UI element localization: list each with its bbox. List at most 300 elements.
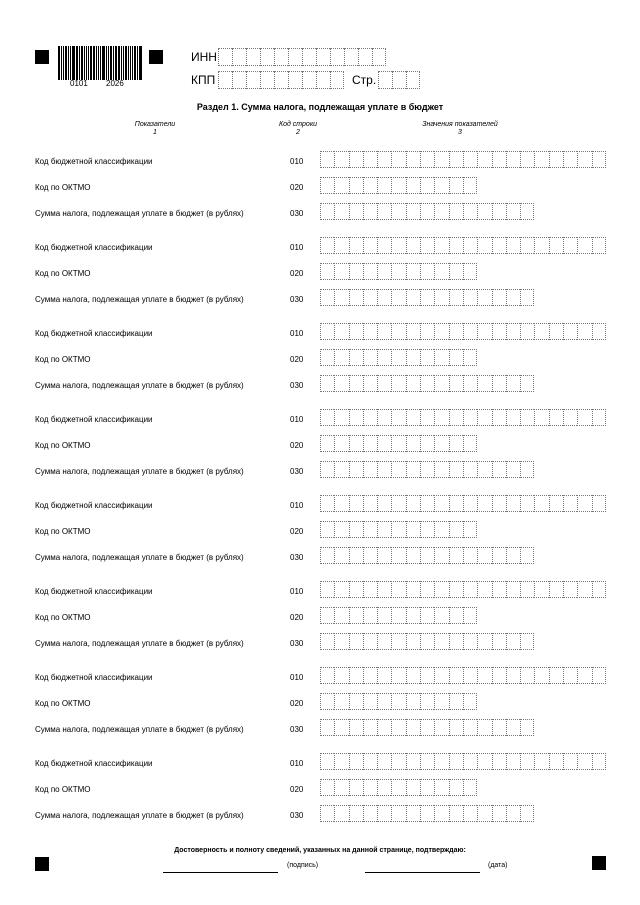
input-cell[interactable] [406,633,420,650]
input-cell[interactable] [434,805,448,822]
input-cell[interactable] [391,805,405,822]
input-cell[interactable] [334,151,348,168]
input-cell[interactable] [377,151,391,168]
input-cell[interactable] [391,521,405,538]
input-cell[interactable] [334,719,348,736]
input-cell[interactable] [334,633,348,650]
input-cell[interactable] [349,581,363,598]
input-cell[interactable] [592,753,606,770]
oktmo-field[interactable] [320,177,477,194]
input-cell[interactable] [463,151,477,168]
input-cell[interactable] [406,237,420,254]
input-cell[interactable] [592,409,606,426]
input-cell[interactable] [434,151,448,168]
input-cell[interactable] [463,779,477,796]
input-cell[interactable] [463,753,477,770]
input-cell[interactable] [372,48,386,66]
input-cell[interactable] [320,203,334,220]
input-cell[interactable] [506,805,520,822]
input-cell[interactable] [434,289,448,306]
input-cell[interactable] [449,607,463,624]
input-cell[interactable] [463,177,477,194]
input-cell[interactable] [463,719,477,736]
input-cell[interactable] [349,633,363,650]
oktmo-field[interactable] [320,607,477,624]
input-cell[interactable] [334,461,348,478]
input-cell[interactable] [420,461,434,478]
input-cell[interactable] [463,435,477,452]
input-cell[interactable] [463,495,477,512]
input-cell[interactable] [534,753,548,770]
input-cell[interactable] [492,719,506,736]
input-cell[interactable] [406,71,420,89]
kbk-field[interactable] [320,581,606,598]
input-cell[interactable] [406,263,420,280]
kbk-field[interactable] [320,495,606,512]
input-cell[interactable] [334,521,348,538]
input-cell[interactable] [377,323,391,340]
input-cell[interactable] [391,581,405,598]
input-cell[interactable] [477,237,491,254]
input-cell[interactable] [349,289,363,306]
input-cell[interactable] [392,71,406,89]
input-cell[interactable] [349,435,363,452]
input-cell[interactable] [420,323,434,340]
input-cell[interactable] [334,693,348,710]
input-cell[interactable] [406,435,420,452]
input-cell[interactable] [363,779,377,796]
input-cell[interactable] [320,667,334,684]
input-cell[interactable] [449,263,463,280]
input-cell[interactable] [463,263,477,280]
input-cell[interactable] [534,495,548,512]
input-cell[interactable] [563,151,577,168]
input-cell[interactable] [434,693,448,710]
input-cell[interactable] [420,151,434,168]
input-cell[interactable] [520,719,534,736]
input-cell[interactable] [463,805,477,822]
input-cell[interactable] [391,667,405,684]
input-cell[interactable] [477,719,491,736]
input-cell[interactable] [449,151,463,168]
input-cell[interactable] [520,753,534,770]
input-cell[interactable] [420,607,434,624]
input-cell[interactable] [377,375,391,392]
input-cell[interactable] [506,375,520,392]
input-cell[interactable] [420,521,434,538]
input-cell[interactable] [320,435,334,452]
input-cell[interactable] [577,581,591,598]
input-cell[interactable] [463,547,477,564]
input-cell[interactable] [349,607,363,624]
input-cell[interactable] [506,461,520,478]
input-cell[interactable] [406,581,420,598]
input-cell[interactable] [449,323,463,340]
input-cell[interactable] [577,237,591,254]
input-cell[interactable] [463,375,477,392]
input-cell[interactable] [349,805,363,822]
input-cell[interactable] [363,753,377,770]
input-cell[interactable] [477,203,491,220]
input-cell[interactable] [320,607,334,624]
input-cell[interactable] [391,203,405,220]
input-cell[interactable] [549,581,563,598]
input-cell[interactable] [320,521,334,538]
input-cell[interactable] [563,495,577,512]
inn-field[interactable] [218,48,386,66]
input-cell[interactable] [334,607,348,624]
input-cell[interactable] [492,495,506,512]
input-cell[interactable] [449,753,463,770]
kbk-field[interactable] [320,667,606,684]
input-cell[interactable] [391,263,405,280]
input-cell[interactable] [349,263,363,280]
input-cell[interactable] [377,203,391,220]
tax-amount-field[interactable] [320,375,534,392]
input-cell[interactable] [434,779,448,796]
input-cell[interactable] [420,237,434,254]
input-cell[interactable] [406,805,420,822]
input-cell[interactable] [420,805,434,822]
input-cell[interactable] [363,237,377,254]
oktmo-field[interactable] [320,693,477,710]
input-cell[interactable] [330,48,344,66]
input-cell[interactable] [363,667,377,684]
input-cell[interactable] [349,667,363,684]
input-cell[interactable] [334,289,348,306]
input-cell[interactable] [406,753,420,770]
input-cell[interactable] [577,753,591,770]
input-cell[interactable] [349,237,363,254]
input-cell[interactable] [549,667,563,684]
input-cell[interactable] [334,203,348,220]
input-cell[interactable] [434,323,448,340]
tax-amount-field[interactable] [320,633,534,650]
input-cell[interactable] [477,289,491,306]
input-cell[interactable] [506,581,520,598]
input-cell[interactable] [520,805,534,822]
input-cell[interactable] [406,203,420,220]
input-cell[interactable] [377,289,391,306]
input-cell[interactable] [592,323,606,340]
input-cell[interactable] [349,495,363,512]
input-cell[interactable] [420,289,434,306]
input-cell[interactable] [520,203,534,220]
input-cell[interactable] [420,753,434,770]
input-cell[interactable] [377,581,391,598]
input-cell[interactable] [549,323,563,340]
input-cell[interactable] [506,237,520,254]
input-cell[interactable] [434,435,448,452]
input-cell[interactable] [391,753,405,770]
input-cell[interactable] [449,237,463,254]
input-cell[interactable] [377,461,391,478]
input-cell[interactable] [349,753,363,770]
input-cell[interactable] [477,633,491,650]
input-cell[interactable] [377,633,391,650]
input-cell[interactable] [334,349,348,366]
input-cell[interactable] [520,633,534,650]
input-cell[interactable] [520,547,534,564]
input-cell[interactable] [391,719,405,736]
input-cell[interactable] [477,495,491,512]
input-cell[interactable] [349,547,363,564]
input-cell[interactable] [534,237,548,254]
input-cell[interactable] [477,323,491,340]
input-cell[interactable] [420,693,434,710]
input-cell[interactable] [302,71,316,89]
input-cell[interactable] [391,151,405,168]
input-cell[interactable] [520,495,534,512]
input-cell[interactable] [246,48,260,66]
input-cell[interactable] [506,667,520,684]
input-cell[interactable] [334,547,348,564]
input-cell[interactable] [334,323,348,340]
tax-amount-field[interactable] [320,203,534,220]
input-cell[interactable] [477,667,491,684]
input-cell[interactable] [406,375,420,392]
input-cell[interactable] [349,719,363,736]
input-cell[interactable] [534,581,548,598]
input-cell[interactable] [549,237,563,254]
input-cell[interactable] [391,349,405,366]
input-cell[interactable] [363,375,377,392]
input-cell[interactable] [349,375,363,392]
input-cell[interactable] [420,263,434,280]
input-cell[interactable] [391,375,405,392]
input-cell[interactable] [406,693,420,710]
input-cell[interactable] [449,779,463,796]
input-cell[interactable] [378,71,392,89]
input-cell[interactable] [377,693,391,710]
input-cell[interactable] [320,375,334,392]
tax-amount-field[interactable] [320,289,534,306]
oktmo-field[interactable] [320,779,477,796]
input-cell[interactable] [492,289,506,306]
input-cell[interactable] [377,805,391,822]
input-cell[interactable] [363,461,377,478]
input-cell[interactable] [349,349,363,366]
input-cell[interactable] [477,151,491,168]
input-cell[interactable] [449,633,463,650]
input-cell[interactable] [349,151,363,168]
input-cell[interactable] [320,547,334,564]
input-cell[interactable] [506,151,520,168]
input-cell[interactable] [334,263,348,280]
input-cell[interactable] [563,323,577,340]
input-cell[interactable] [349,779,363,796]
signature-line[interactable] [163,872,278,873]
input-cell[interactable] [420,667,434,684]
input-cell[interactable] [320,151,334,168]
input-cell[interactable] [477,753,491,770]
input-cell[interactable] [391,547,405,564]
input-cell[interactable] [549,409,563,426]
input-cell[interactable] [420,349,434,366]
input-cell[interactable] [463,461,477,478]
input-cell[interactable] [377,547,391,564]
tax-amount-field[interactable] [320,805,534,822]
input-cell[interactable] [563,753,577,770]
input-cell[interactable] [463,607,477,624]
input-cell[interactable] [520,461,534,478]
input-cell[interactable] [492,461,506,478]
input-cell[interactable] [406,461,420,478]
input-cell[interactable] [363,693,377,710]
input-cell[interactable] [449,581,463,598]
input-cell[interactable] [449,461,463,478]
input-cell[interactable] [334,805,348,822]
input-cell[interactable] [349,203,363,220]
input-cell[interactable] [349,521,363,538]
input-cell[interactable] [577,409,591,426]
input-cell[interactable] [288,48,302,66]
kbk-field[interactable] [320,753,606,770]
input-cell[interactable] [406,495,420,512]
tax-amount-field[interactable] [320,719,534,736]
oktmo-field[interactable] [320,349,477,366]
input-cell[interactable] [449,435,463,452]
input-cell[interactable] [406,349,420,366]
input-cell[interactable] [434,495,448,512]
input-cell[interactable] [449,203,463,220]
input-cell[interactable] [520,151,534,168]
input-cell[interactable] [363,409,377,426]
input-cell[interactable] [320,753,334,770]
input-cell[interactable] [520,581,534,598]
input-cell[interactable] [349,323,363,340]
input-cell[interactable] [260,48,274,66]
input-cell[interactable] [420,409,434,426]
input-cell[interactable] [549,151,563,168]
input-cell[interactable] [592,151,606,168]
input-cell[interactable] [434,461,448,478]
input-cell[interactable] [391,409,405,426]
input-cell[interactable] [434,237,448,254]
input-cell[interactable] [320,461,334,478]
input-cell[interactable] [406,779,420,796]
input-cell[interactable] [449,375,463,392]
input-cell[interactable] [492,323,506,340]
input-cell[interactable] [363,581,377,598]
input-cell[interactable] [363,435,377,452]
input-cell[interactable] [260,71,274,89]
oktmo-field[interactable] [320,435,477,452]
input-cell[interactable] [406,607,420,624]
input-cell[interactable] [344,48,358,66]
input-cell[interactable] [420,375,434,392]
input-cell[interactable] [274,48,288,66]
input-cell[interactable] [477,805,491,822]
input-cell[interactable] [377,237,391,254]
input-cell[interactable] [363,805,377,822]
input-cell[interactable] [391,633,405,650]
input-cell[interactable] [334,495,348,512]
input-cell[interactable] [506,547,520,564]
input-cell[interactable] [449,805,463,822]
input-cell[interactable] [363,521,377,538]
input-cell[interactable] [520,409,534,426]
input-cell[interactable] [592,667,606,684]
input-cell[interactable] [316,48,330,66]
input-cell[interactable] [246,71,260,89]
input-cell[interactable] [463,667,477,684]
input-cell[interactable] [449,349,463,366]
input-cell[interactable] [391,177,405,194]
input-cell[interactable] [449,693,463,710]
input-cell[interactable] [363,323,377,340]
input-cell[interactable] [420,203,434,220]
input-cell[interactable] [320,633,334,650]
date-line[interactable] [365,872,480,873]
input-cell[interactable] [477,581,491,598]
input-cell[interactable] [492,633,506,650]
input-cell[interactable] [477,547,491,564]
input-cell[interactable] [274,71,288,89]
input-cell[interactable] [563,667,577,684]
input-cell[interactable] [463,521,477,538]
input-cell[interactable] [549,753,563,770]
input-cell[interactable] [377,719,391,736]
input-cell[interactable] [320,581,334,598]
input-cell[interactable] [520,237,534,254]
input-cell[interactable] [320,779,334,796]
input-cell[interactable] [377,779,391,796]
input-cell[interactable] [334,435,348,452]
input-cell[interactable] [320,237,334,254]
input-cell[interactable] [377,435,391,452]
input-cell[interactable] [377,521,391,538]
input-cell[interactable] [391,495,405,512]
input-cell[interactable] [320,719,334,736]
input-cell[interactable] [391,779,405,796]
input-cell[interactable] [434,607,448,624]
input-cell[interactable] [549,495,563,512]
input-cell[interactable] [363,495,377,512]
input-cell[interactable] [577,667,591,684]
input-cell[interactable] [563,581,577,598]
input-cell[interactable] [391,693,405,710]
input-cell[interactable] [349,177,363,194]
input-cell[interactable] [363,607,377,624]
input-cell[interactable] [577,495,591,512]
input-cell[interactable] [520,375,534,392]
input-cell[interactable] [592,495,606,512]
input-cell[interactable] [391,323,405,340]
input-cell[interactable] [592,237,606,254]
input-cell[interactable] [406,667,420,684]
input-cell[interactable] [406,547,420,564]
input-cell[interactable] [316,71,330,89]
input-cell[interactable] [377,607,391,624]
input-cell[interactable] [334,779,348,796]
input-cell[interactable] [477,461,491,478]
input-cell[interactable] [288,71,302,89]
input-cell[interactable] [320,263,334,280]
input-cell[interactable] [218,48,232,66]
input-cell[interactable] [232,71,246,89]
input-cell[interactable] [449,719,463,736]
oktmo-field[interactable] [320,521,477,538]
input-cell[interactable] [406,323,420,340]
input-cell[interactable] [391,435,405,452]
input-cell[interactable] [592,581,606,598]
input-cell[interactable] [449,521,463,538]
input-cell[interactable] [534,151,548,168]
input-cell[interactable] [492,151,506,168]
input-cell[interactable] [377,263,391,280]
kbk-field[interactable] [320,323,606,340]
